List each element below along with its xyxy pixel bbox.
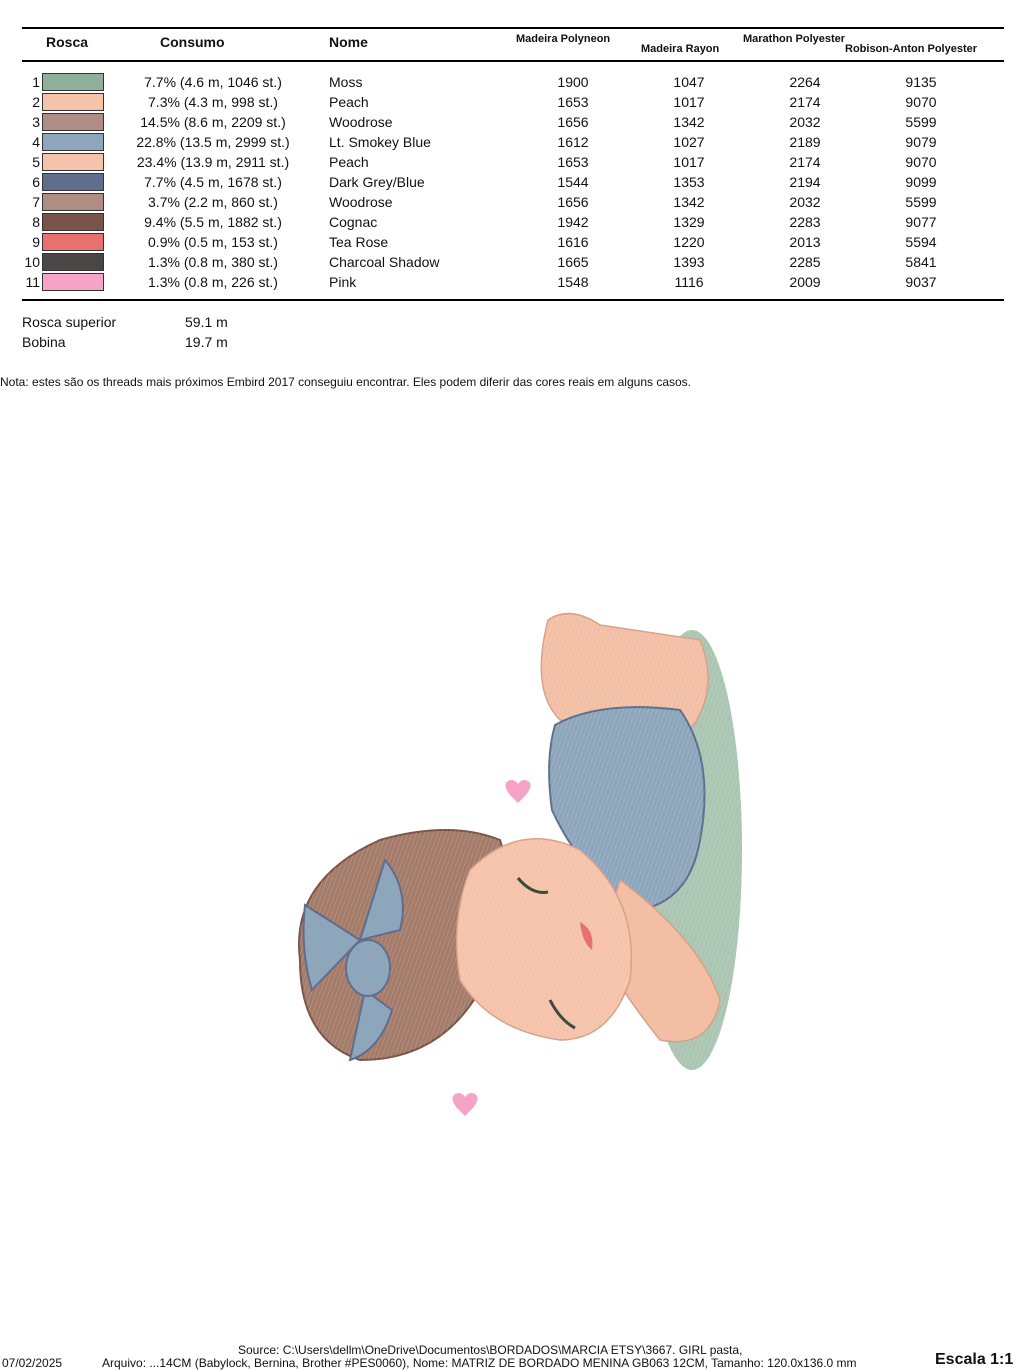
table-row: [0, 252, 1024, 272]
thread-robison: 5599: [905, 194, 937, 210]
thread-madeira-rayon: 1220: [673, 234, 705, 250]
heart-bottom-icon: [452, 1093, 477, 1116]
footer-date: 07/02/2025: [2, 1356, 63, 1370]
thread-nome: Tea Rose: [329, 234, 389, 250]
thread-nome: Woodrose: [329, 114, 393, 130]
thread-robison: 9099: [905, 174, 937, 190]
thread-color-swatch: [42, 153, 104, 171]
thread-marathon: 2174: [789, 154, 821, 170]
thread-madeira-rayon: 1353: [673, 174, 705, 190]
thread-index: 6: [32, 174, 40, 190]
footer-arquivo: Arquivo: ...14CM (Babylock, Bernina, Brother #PES0060), Nome: MATRIZ DE BORDADO MENINA GB063 12CM, Tamanho: 120.0x136.0 mm: [102, 1356, 857, 1370]
col-header-marathon: Marathon Polyester: [743, 33, 846, 45]
thread-index: 8: [32, 214, 40, 230]
thread-robison: 9077: [905, 214, 937, 230]
thread-color-swatch: [42, 173, 104, 191]
thread-index: 10: [24, 254, 40, 270]
thread-index: 7: [32, 194, 40, 210]
thread-madeira-polyneon: 1900: [557, 74, 589, 90]
thread-color-swatch: [42, 193, 104, 211]
table-top-rule: [22, 27, 1004, 29]
thread-madeira-rayon: 1342: [673, 194, 705, 210]
thread-robison: 9037: [905, 274, 937, 290]
table-row: [0, 172, 1024, 192]
thread-robison: 5841: [905, 254, 937, 270]
thread-consumo: 3.7% (2.2 m, 860 st.): [148, 194, 278, 210]
bobina-value: 19.7 m: [185, 334, 228, 350]
thread-nome: Lt. Smokey Blue: [329, 134, 431, 150]
thread-madeira-polyneon: 1612: [557, 134, 589, 150]
thread-consumo: 1.3% (0.8 m, 226 st.): [148, 274, 278, 290]
thread-marathon: 2194: [789, 174, 821, 190]
thread-nome: Pink: [329, 274, 357, 290]
thread-marathon: 2009: [789, 274, 821, 290]
col-header-nome: Nome: [329, 34, 368, 50]
bow-knot: [346, 940, 390, 996]
thread-nome: Dark Grey/Blue: [329, 174, 425, 190]
footer-source: Source: C:\Users\dellm\OneDrive\Documentos\BORDADOS\MARCIA ETSY\3667. GIRL pasta,: [238, 1343, 743, 1357]
thread-index: 2: [32, 94, 40, 110]
bobina-label: Bobina: [22, 334, 66, 350]
thread-madeira-rayon: 1116: [674, 274, 704, 290]
thread-madeira-rayon: 1017: [673, 154, 705, 170]
col-header-madeira-polyneon: Madeira Polyneon: [516, 33, 611, 45]
embroidery-design-preview: [270, 600, 760, 1140]
thread-madeira-rayon: 1342: [673, 114, 705, 130]
thread-nome: Cognac: [329, 214, 378, 230]
thread-marathon: 2264: [789, 74, 821, 90]
footer-escala: Escala 1:1: [935, 1351, 1014, 1368]
thread-nome: Peach: [329, 94, 369, 110]
thread-robison: 9135: [905, 74, 937, 90]
thread-index: 3: [32, 114, 40, 130]
thread-color-swatch: [42, 133, 104, 151]
thread-index: 5: [32, 154, 40, 170]
table-row: [0, 232, 1024, 252]
table-header-rule: [22, 60, 1004, 62]
thread-robison: 9070: [905, 154, 937, 170]
thread-consumo: 14.5% (8.6 m, 2209 st.): [140, 114, 286, 130]
thread-marathon: 2032: [789, 114, 821, 130]
col-header-consumo: Consumo: [160, 34, 225, 50]
col-header-madeira-rayon: Madeira Rayon: [641, 43, 720, 55]
thread-madeira-polyneon: 1656: [557, 114, 589, 130]
thread-index: 11: [25, 274, 40, 290]
thread-consumo: 0.9% (0.5 m, 153 st.): [148, 234, 278, 250]
thread-madeira-polyneon: 1616: [557, 234, 589, 250]
table-row: [0, 72, 1024, 92]
thread-color-swatch: [42, 113, 104, 131]
thread-robison: 9079: [905, 134, 937, 150]
thread-robison: 5594: [905, 234, 937, 250]
thread-color-swatch: [42, 73, 104, 91]
thread-madeira-polyneon: 1653: [557, 154, 589, 170]
thread-madeira-rayon: 1329: [673, 214, 705, 230]
thread-color-swatch: [42, 233, 104, 251]
thread-madeira-polyneon: 1942: [557, 214, 589, 230]
thread-index: 1: [32, 74, 40, 90]
thread-index: 4: [32, 134, 40, 150]
thread-madeira-polyneon: 1653: [557, 94, 589, 110]
thread-index: 9: [32, 234, 40, 250]
table-row: [0, 212, 1024, 232]
thread-nome: Peach: [329, 154, 369, 170]
table-bottom-rule: [22, 299, 1004, 301]
thread-nome: Woodrose: [329, 194, 393, 210]
thread-madeira-rayon: 1027: [673, 134, 705, 150]
thread-color-swatch: [42, 213, 104, 231]
thread-color-swatch: [42, 273, 104, 291]
thread-consumo: 1.3% (0.8 m, 380 st.): [148, 254, 278, 270]
thread-color-swatch: [42, 93, 104, 111]
thread-madeira-polyneon: 1665: [557, 254, 589, 270]
thread-madeira-polyneon: 1544: [557, 174, 589, 190]
thread-consumo: 7.3% (4.3 m, 998 st.): [148, 94, 278, 110]
table-row: [0, 132, 1024, 152]
rosca-superior-label: Rosca superior: [22, 314, 117, 330]
thread-marathon: 2285: [789, 254, 821, 270]
table-row: [0, 192, 1024, 212]
thread-marathon: 2013: [789, 234, 821, 250]
col-header-robison: Robison-Anton Polyester: [845, 43, 978, 55]
thread-consumo: 7.7% (4.6 m, 1046 st.): [144, 74, 282, 90]
table-row: [0, 272, 1024, 292]
thread-robison: 9070: [905, 94, 937, 110]
col-header-rosca: Rosca: [46, 34, 89, 50]
thread-nome: Charcoal Shadow: [329, 254, 440, 270]
thread-consumo: 9.4% (5.5 m, 1882 st.): [144, 214, 282, 230]
thread-madeira-polyneon: 1548: [557, 274, 589, 290]
table-row: [0, 152, 1024, 172]
thread-color-swatch: [42, 253, 104, 271]
rosca-superior-value: 59.1 m: [185, 314, 228, 330]
thread-marathon: 2283: [789, 214, 821, 230]
thread-marathon: 2174: [789, 94, 821, 110]
thread-madeira-rayon: 1017: [673, 94, 705, 110]
thread-nome: Moss: [329, 74, 363, 90]
note-text: Nota: estes são os threads mais próximos Embird 2017 conseguiu encontrar. Eles podem diferir das cores reais em alguns casos.: [0, 375, 692, 389]
thread-consumo: 7.7% (4.5 m, 1678 st.): [144, 174, 282, 190]
thread-marathon: 2032: [789, 194, 821, 210]
table-row: [0, 92, 1024, 112]
thread-madeira-polyneon: 1656: [557, 194, 589, 210]
thread-consumo: 22.8% (13.5 m, 2999 st.): [136, 134, 290, 150]
thread-robison: 5599: [905, 114, 937, 130]
thread-madeira-rayon: 1047: [673, 74, 705, 90]
table-row: [0, 112, 1024, 132]
thread-consumo: 23.4% (13.9 m, 2911 st.): [136, 154, 290, 170]
thread-madeira-rayon: 1393: [673, 254, 705, 270]
thread-marathon: 2189: [789, 134, 821, 150]
heart-top-icon: [505, 780, 530, 803]
